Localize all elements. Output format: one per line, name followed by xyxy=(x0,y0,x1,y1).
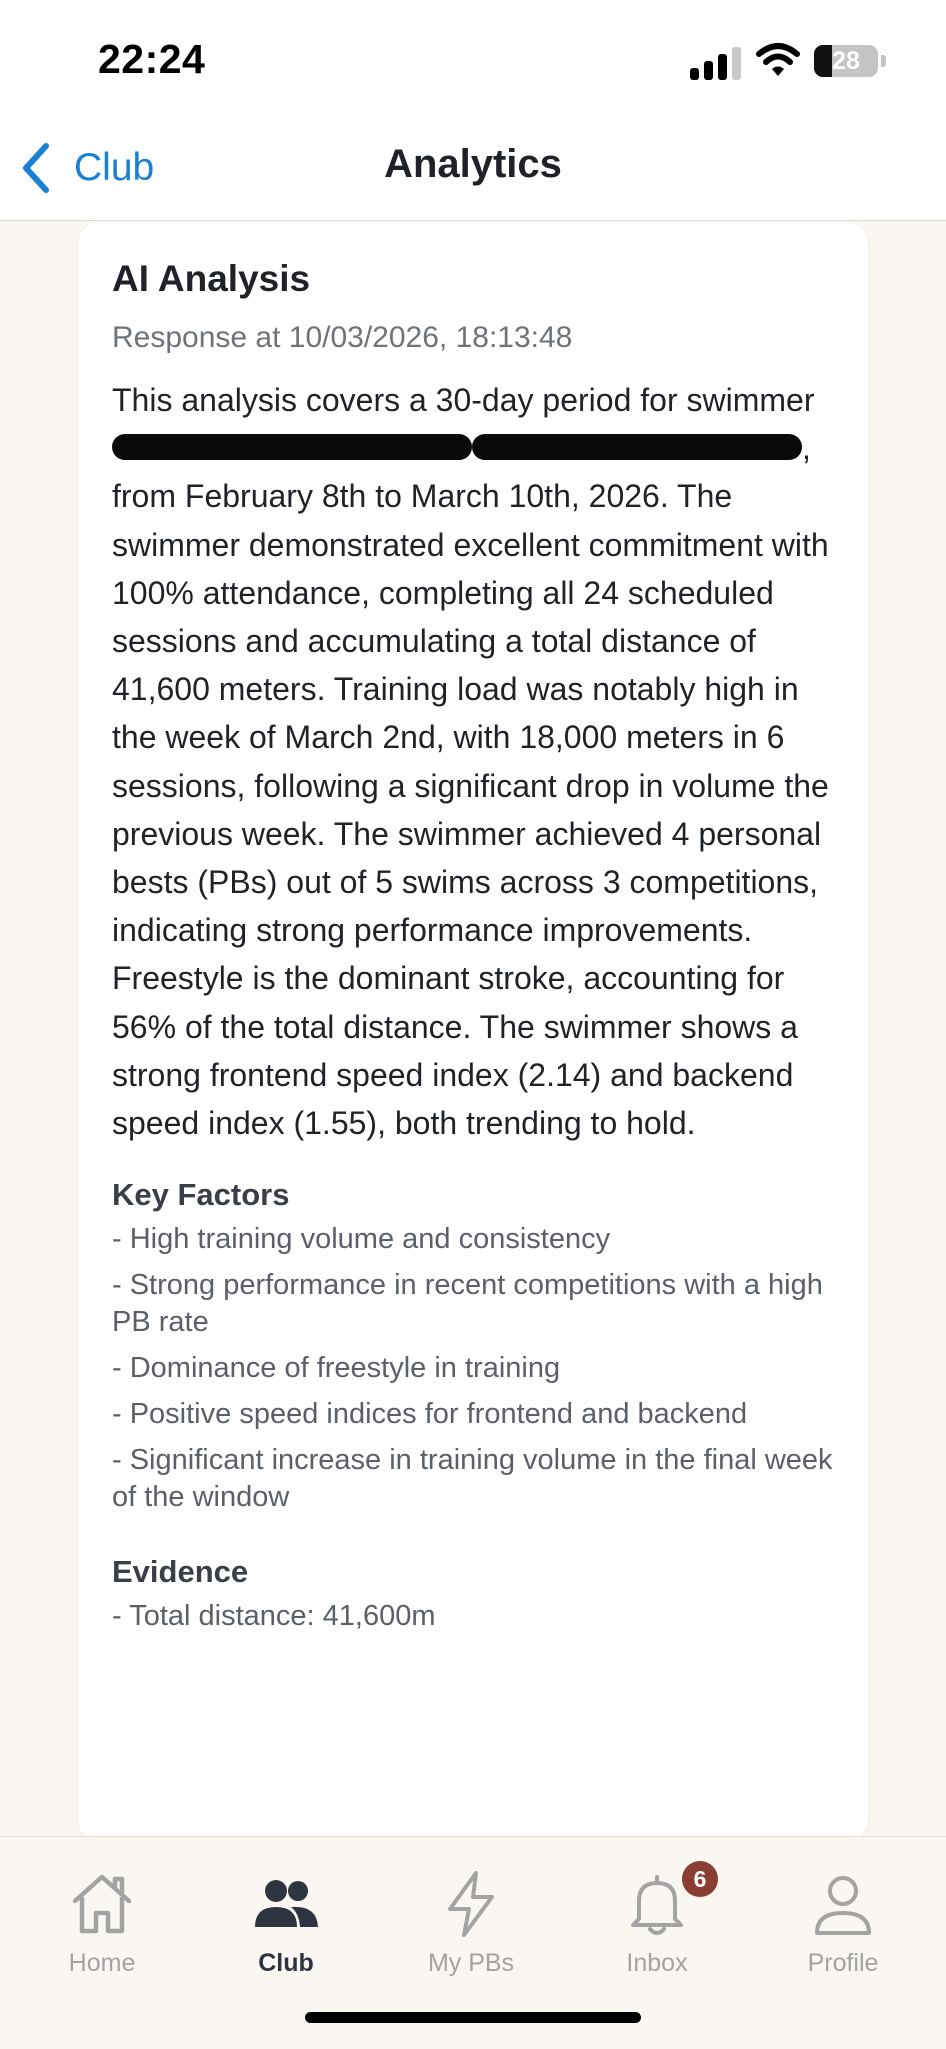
tab-label: Club xyxy=(258,1949,314,1977)
key-factor-item: - Significant increase in training volume in the final week of the window xyxy=(112,1444,833,1514)
key-factor-item: - Dominance of freestyle in training xyxy=(112,1352,561,1385)
battery-icon xyxy=(814,45,878,77)
wifi-icon xyxy=(756,42,800,78)
card-content xyxy=(112,256,842,1635)
page-title: Analytics xyxy=(384,142,562,186)
inbox-badge: 6 xyxy=(682,1861,718,1897)
battery-cap xyxy=(881,55,886,67)
key-factor-item: - Strong performance in recent competitions with a high PB rate xyxy=(112,1269,823,1339)
key-factors-heading: Key Factors xyxy=(112,1177,290,1213)
status-time: 22:24 xyxy=(98,36,206,82)
response-timestamp: Response at 10/03/2026, 18:13:48 xyxy=(112,321,573,354)
back-label: Club xyxy=(74,146,155,189)
summary-text-start: This analysis covers a 30-day period for swimmer xyxy=(112,382,815,418)
key-factor-item: - High training volume and consistency xyxy=(112,1223,611,1256)
home-indicator xyxy=(305,2012,641,2023)
redacted-swimmer-id-continued xyxy=(472,434,802,460)
tab-club[interactable] xyxy=(193,1869,379,1989)
tab-label: Inbox xyxy=(626,1949,688,1977)
evidence-item: - Total distance: 41,600m xyxy=(112,1600,436,1633)
evidence-heading: Evidence xyxy=(112,1554,249,1590)
key-factors-list xyxy=(112,1221,842,1516)
redacted-swimmer-id xyxy=(112,434,472,460)
status-bar xyxy=(0,0,946,118)
card-title: AI Analysis xyxy=(112,258,311,299)
tab-label: Profile xyxy=(807,1949,879,1977)
person-icon xyxy=(808,1869,878,1939)
tab-my-pbs[interactable] xyxy=(378,1869,564,1989)
house-icon xyxy=(67,1869,137,1939)
battery-level: 28 xyxy=(832,47,860,75)
evidence-list xyxy=(112,1598,842,1635)
tab-inbox[interactable] xyxy=(564,1866,750,1989)
people-icon xyxy=(251,1869,321,1939)
tab-label: Home xyxy=(68,1949,136,1977)
tab-profile[interactable] xyxy=(750,1869,936,1989)
key-factor-item: - Positive speed indices for frontend and backend xyxy=(112,1398,748,1431)
nav-bar xyxy=(0,118,946,221)
lightning-icon xyxy=(436,1869,506,1939)
analysis-summary xyxy=(112,376,842,1147)
tab-label: My PBs xyxy=(427,1949,515,1977)
summary-text-end: , from February 8th to March 10th, 2026. The swimmer demonstrated excellent commitment with 100% attendance, completing all 24 scheduled sessions and accumulating a total distance of 41,600 meters. Training load was notably high in the week of March 2nd, with 18,000 meters in 6 sessions, following a significant drop in volume the previous week. The swimmer achieved 4 personal bests (PBs) out of 5 swims across 3 competitions, indicating strong performance improvements. Freestyle is the dominant stroke, accounting for 56% of the total distance. The swimmer shows a strong frontend speed index (2.14) and backend speed index (1.55), both trending to hold. xyxy=(112,430,829,1142)
ai-analysis-card xyxy=(78,222,868,1842)
tab-home[interactable] xyxy=(9,1869,195,1989)
cellular-signal-icon xyxy=(690,46,742,80)
